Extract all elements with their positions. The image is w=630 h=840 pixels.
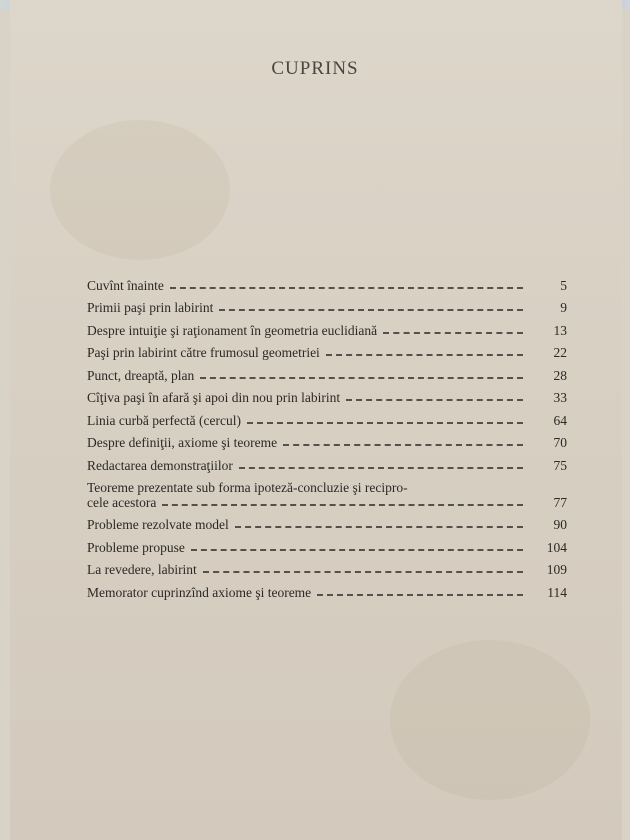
toc-page-number: 109 — [546, 562, 567, 577]
toc-page-number: 28 — [553, 367, 567, 383]
toc-entry-label: Cîţiva paşi în afară şi apoi din nou prin labirint — [87, 390, 341, 405]
toc-leader — [247, 422, 523, 424]
paper-stain — [390, 640, 590, 800]
toc-entry — [87, 293, 567, 316]
toc-entry — [87, 338, 567, 361]
toc-entry — [87, 473, 567, 510]
toc-entry-label-line1: Teoreme prezentate sub forma ipoteză-concluzie şi recipro- — [87, 479, 408, 495]
toc-entry-label: Punct, dreaptă, plan — [87, 367, 195, 383]
paper-stain — [50, 120, 230, 260]
toc-entry — [87, 315, 567, 338]
toc-entry-label: Cuvînt înainte — [87, 277, 164, 293]
toc-entry-label-block — [87, 480, 523, 510]
toc-leader — [317, 594, 523, 596]
toc-leader — [200, 377, 523, 379]
toc-entry-label-line2: cele acestora — [87, 494, 157, 510]
toc-entry — [87, 577, 567, 600]
toc-page-number: 9 — [560, 300, 567, 315]
toc-entry — [87, 532, 567, 555]
toc-page-number: 90 — [553, 517, 567, 532]
toc-entry — [87, 428, 567, 451]
table-of-contents — [87, 270, 567, 600]
toc-entry — [87, 360, 567, 383]
toc-entry-label: Despre definiţii, axiome şi teoreme — [87, 435, 278, 450]
toc-page-number: 104 — [546, 539, 567, 555]
toc-leader — [191, 549, 523, 551]
toc-entry — [87, 510, 567, 533]
toc-entry — [87, 383, 567, 406]
toc-page-number: 64 — [553, 412, 567, 428]
toc-entry — [87, 555, 567, 578]
toc-entry-label: Linia curbă perfectă (cercul) — [87, 412, 242, 428]
toc-entry-label: Despre intuiţie şi raţionament în geometria euclidiană — [87, 322, 378, 338]
toc-entry — [87, 450, 567, 473]
toc-leader — [162, 504, 523, 506]
toc-page-number: 22 — [553, 345, 567, 360]
toc-page-number: 75 — [553, 457, 567, 473]
toc-page-number: 13 — [553, 322, 567, 338]
toc-entry-label: Probleme propuse — [87, 539, 185, 555]
toc-page-number: 77 — [553, 494, 567, 510]
toc-entry-label: Memorator cuprinzînd axiome şi teoreme — [87, 584, 312, 600]
toc-entry — [87, 405, 567, 428]
toc-leader — [326, 354, 523, 356]
toc-leader — [203, 571, 523, 573]
toc-page-number: 114 — [547, 584, 567, 600]
toc-entry — [87, 270, 567, 293]
toc-entry-label: Probleme rezolvate model — [87, 517, 229, 532]
toc-leader — [383, 332, 523, 334]
toc-entry-label: Redactarea demonstraţiilor — [87, 457, 233, 473]
toc-entry-label: Paşi prin labirint către frumosul geometriei — [87, 345, 320, 360]
toc-entry-label: La revedere, labirint — [87, 562, 197, 577]
toc-page-number: 70 — [553, 435, 567, 450]
toc-leader — [346, 399, 523, 401]
toc-leader — [170, 287, 523, 289]
toc-entry-label-row2 — [87, 495, 523, 510]
toc-leader — [239, 467, 523, 469]
toc-leader — [283, 444, 523, 446]
toc-page-number: 33 — [553, 390, 567, 405]
toc-leader — [235, 526, 523, 528]
toc-entry-label: Primii paşi prin labirint — [87, 300, 214, 315]
toc-page-number: 5 — [560, 277, 567, 293]
toc-leader — [219, 309, 523, 311]
page-title: CUPRINS — [271, 58, 359, 79]
